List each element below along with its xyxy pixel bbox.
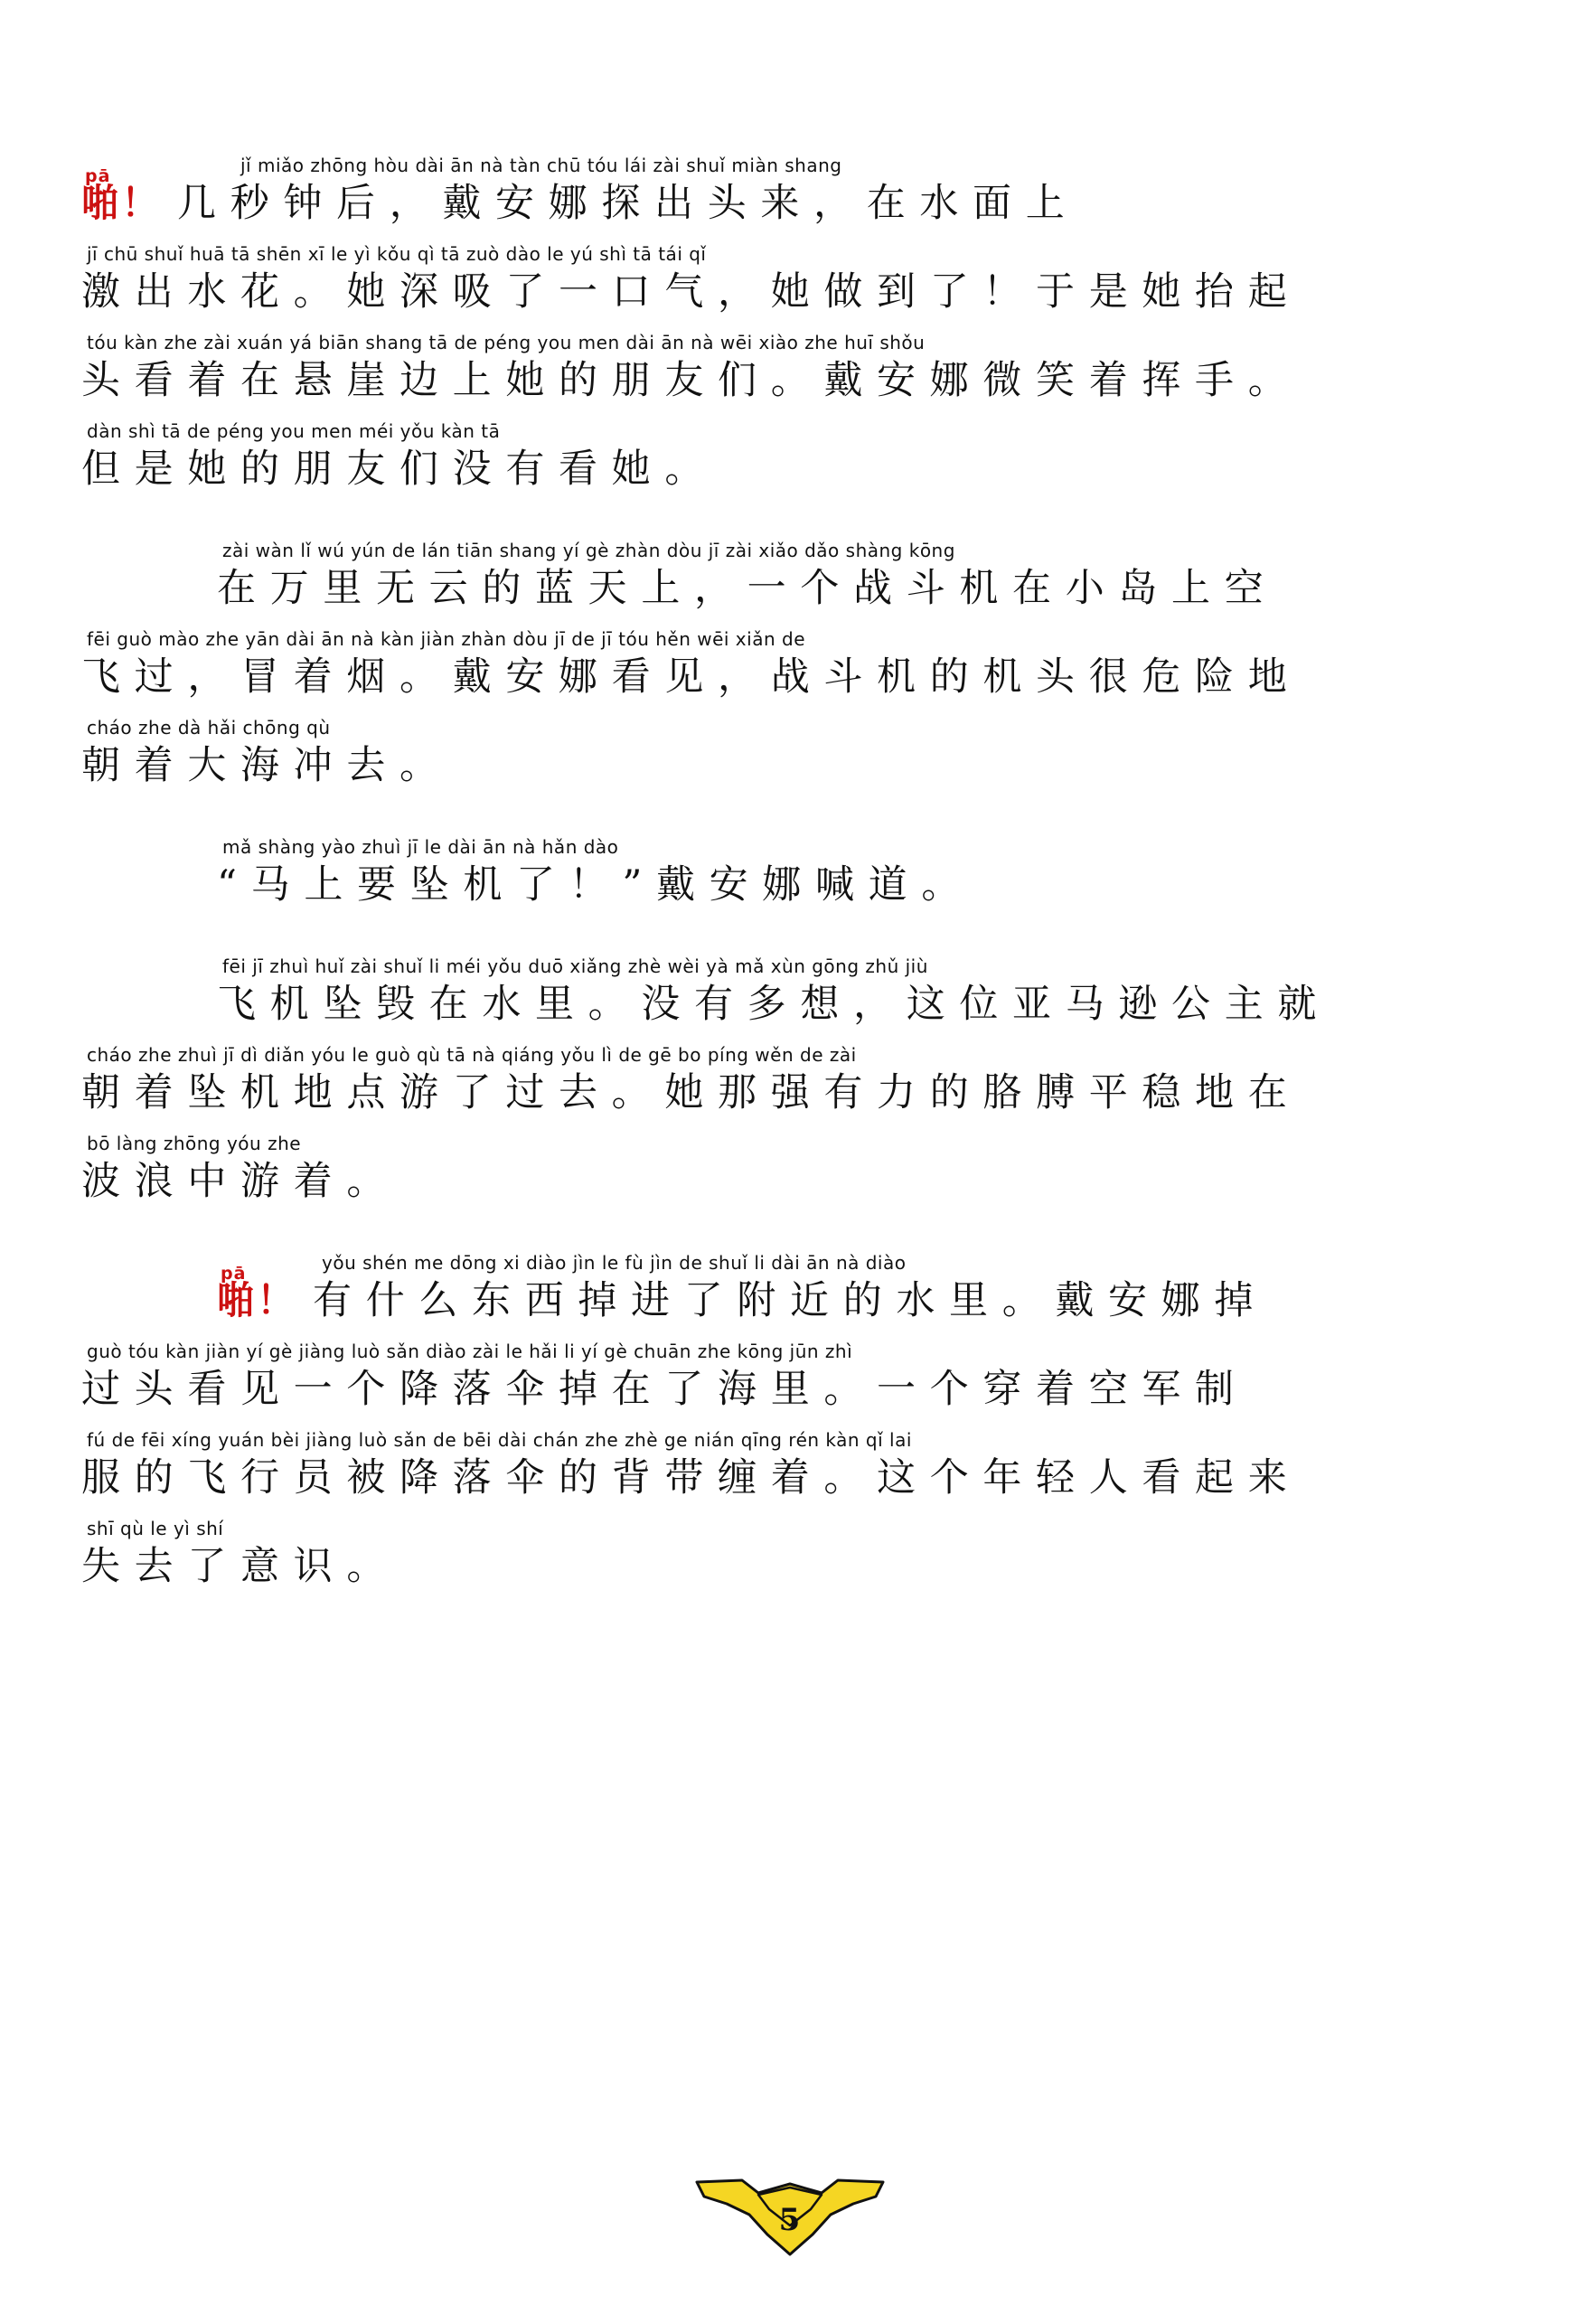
pinyin-line: guò tóu kàn jiàn yí gè jiàng luò sǎn diào zài le hǎi li yí gè chuān zhe kōng jūn zhì (87, 1341, 853, 1362)
hanzi-line: 失 去 了 意 识 。 (81, 1544, 387, 1589)
text-line (81, 1340, 1498, 1416)
hanzi-line: 波 浪 中 游 着 。 (81, 1159, 387, 1204)
sound-effect-hanzi: 啪！ (81, 181, 162, 225)
pinyin-line: mǎ shàng yào zhuì jī le dài ān nà hǎn dào (222, 836, 619, 858)
text-line (81, 154, 1498, 230)
text-line (81, 539, 1498, 615)
paragraph-gap (81, 1220, 1498, 1251)
text-line (81, 1517, 1498, 1593)
pinyin-line: jī chū shuǐ huā tā shēn xī le yì kǒu qì tā zuò dào le yú shì tā tái qǐ (87, 243, 707, 265)
pinyin-line: cháo zhe zhuì jī dì diǎn yóu le guò qù tā nà qiáng yǒu lì de gē bo píng wěn de zài (87, 1044, 857, 1066)
paragraph-gap (81, 924, 1498, 955)
hanzi-line: 朝 着 大 海 冲 去 。 (81, 743, 440, 788)
text-line (81, 716, 1498, 792)
hanzi-text: 有 什 么 东 西 掉 进 了 附 近 的 水 里 。 戴 安 娜 掉 (313, 1278, 1255, 1323)
pinyin-line: fēi jī zhuì huǐ zài shuǐ li méi yǒu duō xiǎng zhè wèi yà mǎ xùn gōng zhǔ jiù (222, 955, 928, 977)
pinyin-line: yǒu shén me dōng xi diào jìn le fù jìn de shuǐ li dài ān nà diào (322, 1252, 907, 1274)
hanzi-text: 几 秒 钟 后 ， 戴 安 娜 探 出 头 来 ， 在 水 面 上 (177, 181, 1066, 226)
pinyin-line: fú de fēi xíng yuán bèi jiàng luò sǎn de bēi dài chán zhe zhè ge nián qīng rén kàn qǐ lai (87, 1429, 912, 1451)
text-line (81, 1428, 1498, 1504)
hanzi-line: 但 是 她 的 朋 友 们 没 有 看 她 。 (81, 447, 705, 492)
sound-effect-marker (217, 1264, 297, 1327)
text-line (81, 627, 1498, 703)
sound-effect-pinyin: pā (85, 166, 111, 186)
text-line (81, 1043, 1498, 1119)
text-line (81, 955, 1498, 1030)
hanzi-line: 朝 着 坠 机 地 点 游 了 过 去 。 她 那 强 有 力 的 胳 膊 平 稳 地 在 (81, 1070, 1288, 1115)
pinyin-line: dàn shì tā de péng you men méi yǒu kàn tā (87, 420, 501, 442)
pinyin-line: shī qù le yì shí (87, 1518, 224, 1539)
pinyin-line: zài wàn lǐ wú yún de lán tiān shang yí gè zhàn dòu jī zài xiǎo dǎo shàng kōng (222, 540, 955, 561)
text-line (81, 242, 1498, 318)
pinyin-line: bō làng zhōng yóu zhe (87, 1133, 302, 1154)
text-line (81, 331, 1498, 407)
pinyin-line: cháo zhe dà hǎi chōng qù (87, 717, 331, 739)
text-line (81, 419, 1498, 495)
pinyin-line: jǐ miǎo zhōng hòu dài ān nà tàn chū tóu lái zài shuǐ miàn shang (240, 155, 842, 176)
hanzi-line: 头 看 着 在 悬 崖 边 上 她 的 朋 友 们 。 戴 安 娜 微 笑 着 挥 手 。 (81, 358, 1288, 403)
hanzi-line: 过 头 看 见 一 个 降 落 伞 掉 在 了 海 里 。 一 个 穿 着 空 军 制 (81, 1367, 1236, 1412)
paragraph-gap (81, 804, 1498, 835)
paragraph-gap (81, 508, 1498, 539)
hanzi-line: “ 马 上 要 坠 机 了 ！ ” 戴 安 娜 喊 道 。 (217, 862, 962, 908)
pinyin-line: tóu kàn zhe zài xuán yá biān shang tā de péng you men dài ān nà wēi xiào zhe huī shǒu (87, 332, 926, 353)
hanzi-line (217, 1264, 1498, 1327)
sound-effect-pinyin: pā (221, 1264, 247, 1284)
sound-effect-hanzi: 啪！ (217, 1278, 297, 1322)
hanzi-line: 在 万 里 无 云 的 蓝 天 上 ， 一 个 战 斗 机 在 小 岛 上 空 (217, 566, 1264, 611)
pinyin-line: fēi guò mào zhe yān dài ān nà kàn jiàn zhàn dòu jī de jī tóu hěn wēi xiǎn de (87, 628, 805, 650)
wing-emblem-icon (695, 2178, 885, 2256)
page-footer (0, 2178, 1579, 2261)
hanzi-line: 飞 过 ， 冒 着 烟 。 戴 安 娜 看 见 ， 战 斗 机 的 机 头 很 危 险 地 (81, 654, 1288, 700)
sound-effect-marker (81, 166, 162, 230)
hanzi-line: 激 出 水 花 。 她 深 吸 了 一 口 气 ， 她 做 到 了 ！ 于 是 她 抬 起 (81, 269, 1288, 315)
hanzi-line (81, 166, 1498, 230)
hanzi-line: 飞 机 坠 毁 在 水 里 。 没 有 多 想 ， 这 位 亚 马 逊 公 主 就 (217, 982, 1318, 1027)
text-line (81, 1251, 1498, 1327)
page-number: 5 (778, 2202, 801, 2238)
text-line (81, 835, 1498, 911)
hanzi-line: 服 的 飞 行 员 被 降 落 伞 的 背 带 缠 着 。 这 个 年 轻 人 看 起 来 (81, 1455, 1288, 1501)
text-line (81, 1132, 1498, 1208)
